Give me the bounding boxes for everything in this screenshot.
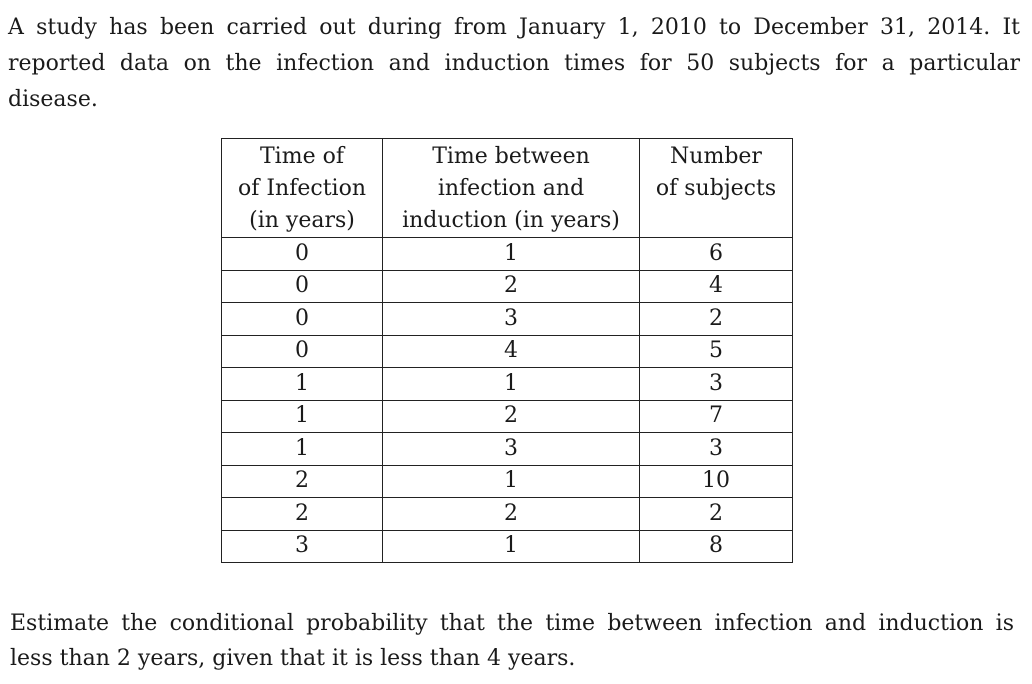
header-time-between [383, 139, 640, 238]
header-line: Time of [260, 144, 344, 169]
cell-time-between: 2 [383, 400, 640, 433]
cell-number-of-subjects: 3 [640, 368, 793, 401]
table-row [222, 335, 793, 368]
cell-time-of-infection: 1 [222, 400, 383, 433]
table-row [222, 433, 793, 466]
cell-number-of-subjects: 6 [640, 238, 793, 271]
cell-time-of-infection: 1 [222, 433, 383, 466]
intro-line: A study has been carried out during from January 1, 2010 to December 31, 2014. It [8, 15, 1020, 40]
cell-time-between: 1 [383, 465, 640, 498]
intro-line: disease. [8, 87, 98, 112]
cell-time-of-infection: 0 [222, 238, 383, 271]
cell-time-of-infection: 1 [222, 368, 383, 401]
data-table [221, 138, 793, 563]
cell-time-between: 4 [383, 335, 640, 368]
table-header-row [222, 139, 793, 238]
cell-time-between: 1 [383, 238, 640, 271]
header-time-of-infection [222, 139, 383, 238]
cell-number-of-subjects: 2 [640, 303, 793, 336]
header-line: induction (in years) [402, 208, 620, 233]
cell-number-of-subjects: 4 [640, 270, 793, 303]
table-row [222, 238, 793, 271]
cell-time-between: 1 [383, 530, 640, 563]
cell-number-of-subjects: 3 [640, 433, 793, 466]
header-line: (in years) [249, 208, 355, 233]
header-number-of-subjects [640, 139, 793, 238]
cell-number-of-subjects: 8 [640, 530, 793, 563]
table-row [222, 400, 793, 433]
header-line: infection and [437, 176, 585, 201]
cell-time-between: 2 [383, 270, 640, 303]
question-line: less than 2 years, given that it is less than 4 years. [10, 646, 576, 671]
table-row [222, 530, 793, 563]
header-line: of Infection [237, 176, 366, 201]
cell-time-of-infection: 0 [222, 270, 383, 303]
cell-time-of-infection: 0 [222, 303, 383, 336]
cell-number-of-subjects: 7 [640, 400, 793, 433]
cell-number-of-subjects: 2 [640, 498, 793, 531]
header-line: of subjects [655, 176, 777, 201]
cell-number-of-subjects: 10 [640, 465, 793, 498]
table-row [222, 368, 793, 401]
cell-time-of-infection: 0 [222, 335, 383, 368]
cell-time-of-infection: 2 [222, 498, 383, 531]
cell-time-between: 1 [383, 368, 640, 401]
question-line: Estimate the conditional probability that the time between infection and induction is [10, 611, 1014, 636]
cell-time-of-infection: 3 [222, 530, 383, 563]
cell-number-of-subjects: 5 [640, 335, 793, 368]
table-row [222, 498, 793, 531]
table-row [222, 303, 793, 336]
question-paragraph [10, 606, 1014, 676]
table-row [222, 465, 793, 498]
intro-line: reported data on the infection and induction times for 50 subjects for a particular [8, 51, 1020, 76]
cell-time-between: 3 [383, 303, 640, 336]
header-line: Time between [432, 144, 590, 169]
cell-time-of-infection: 2 [222, 465, 383, 498]
cell-time-between: 3 [383, 433, 640, 466]
intro-paragraph [8, 10, 1020, 118]
table-row [222, 270, 793, 303]
cell-time-between: 2 [383, 498, 640, 531]
header-line: Number [670, 144, 762, 169]
